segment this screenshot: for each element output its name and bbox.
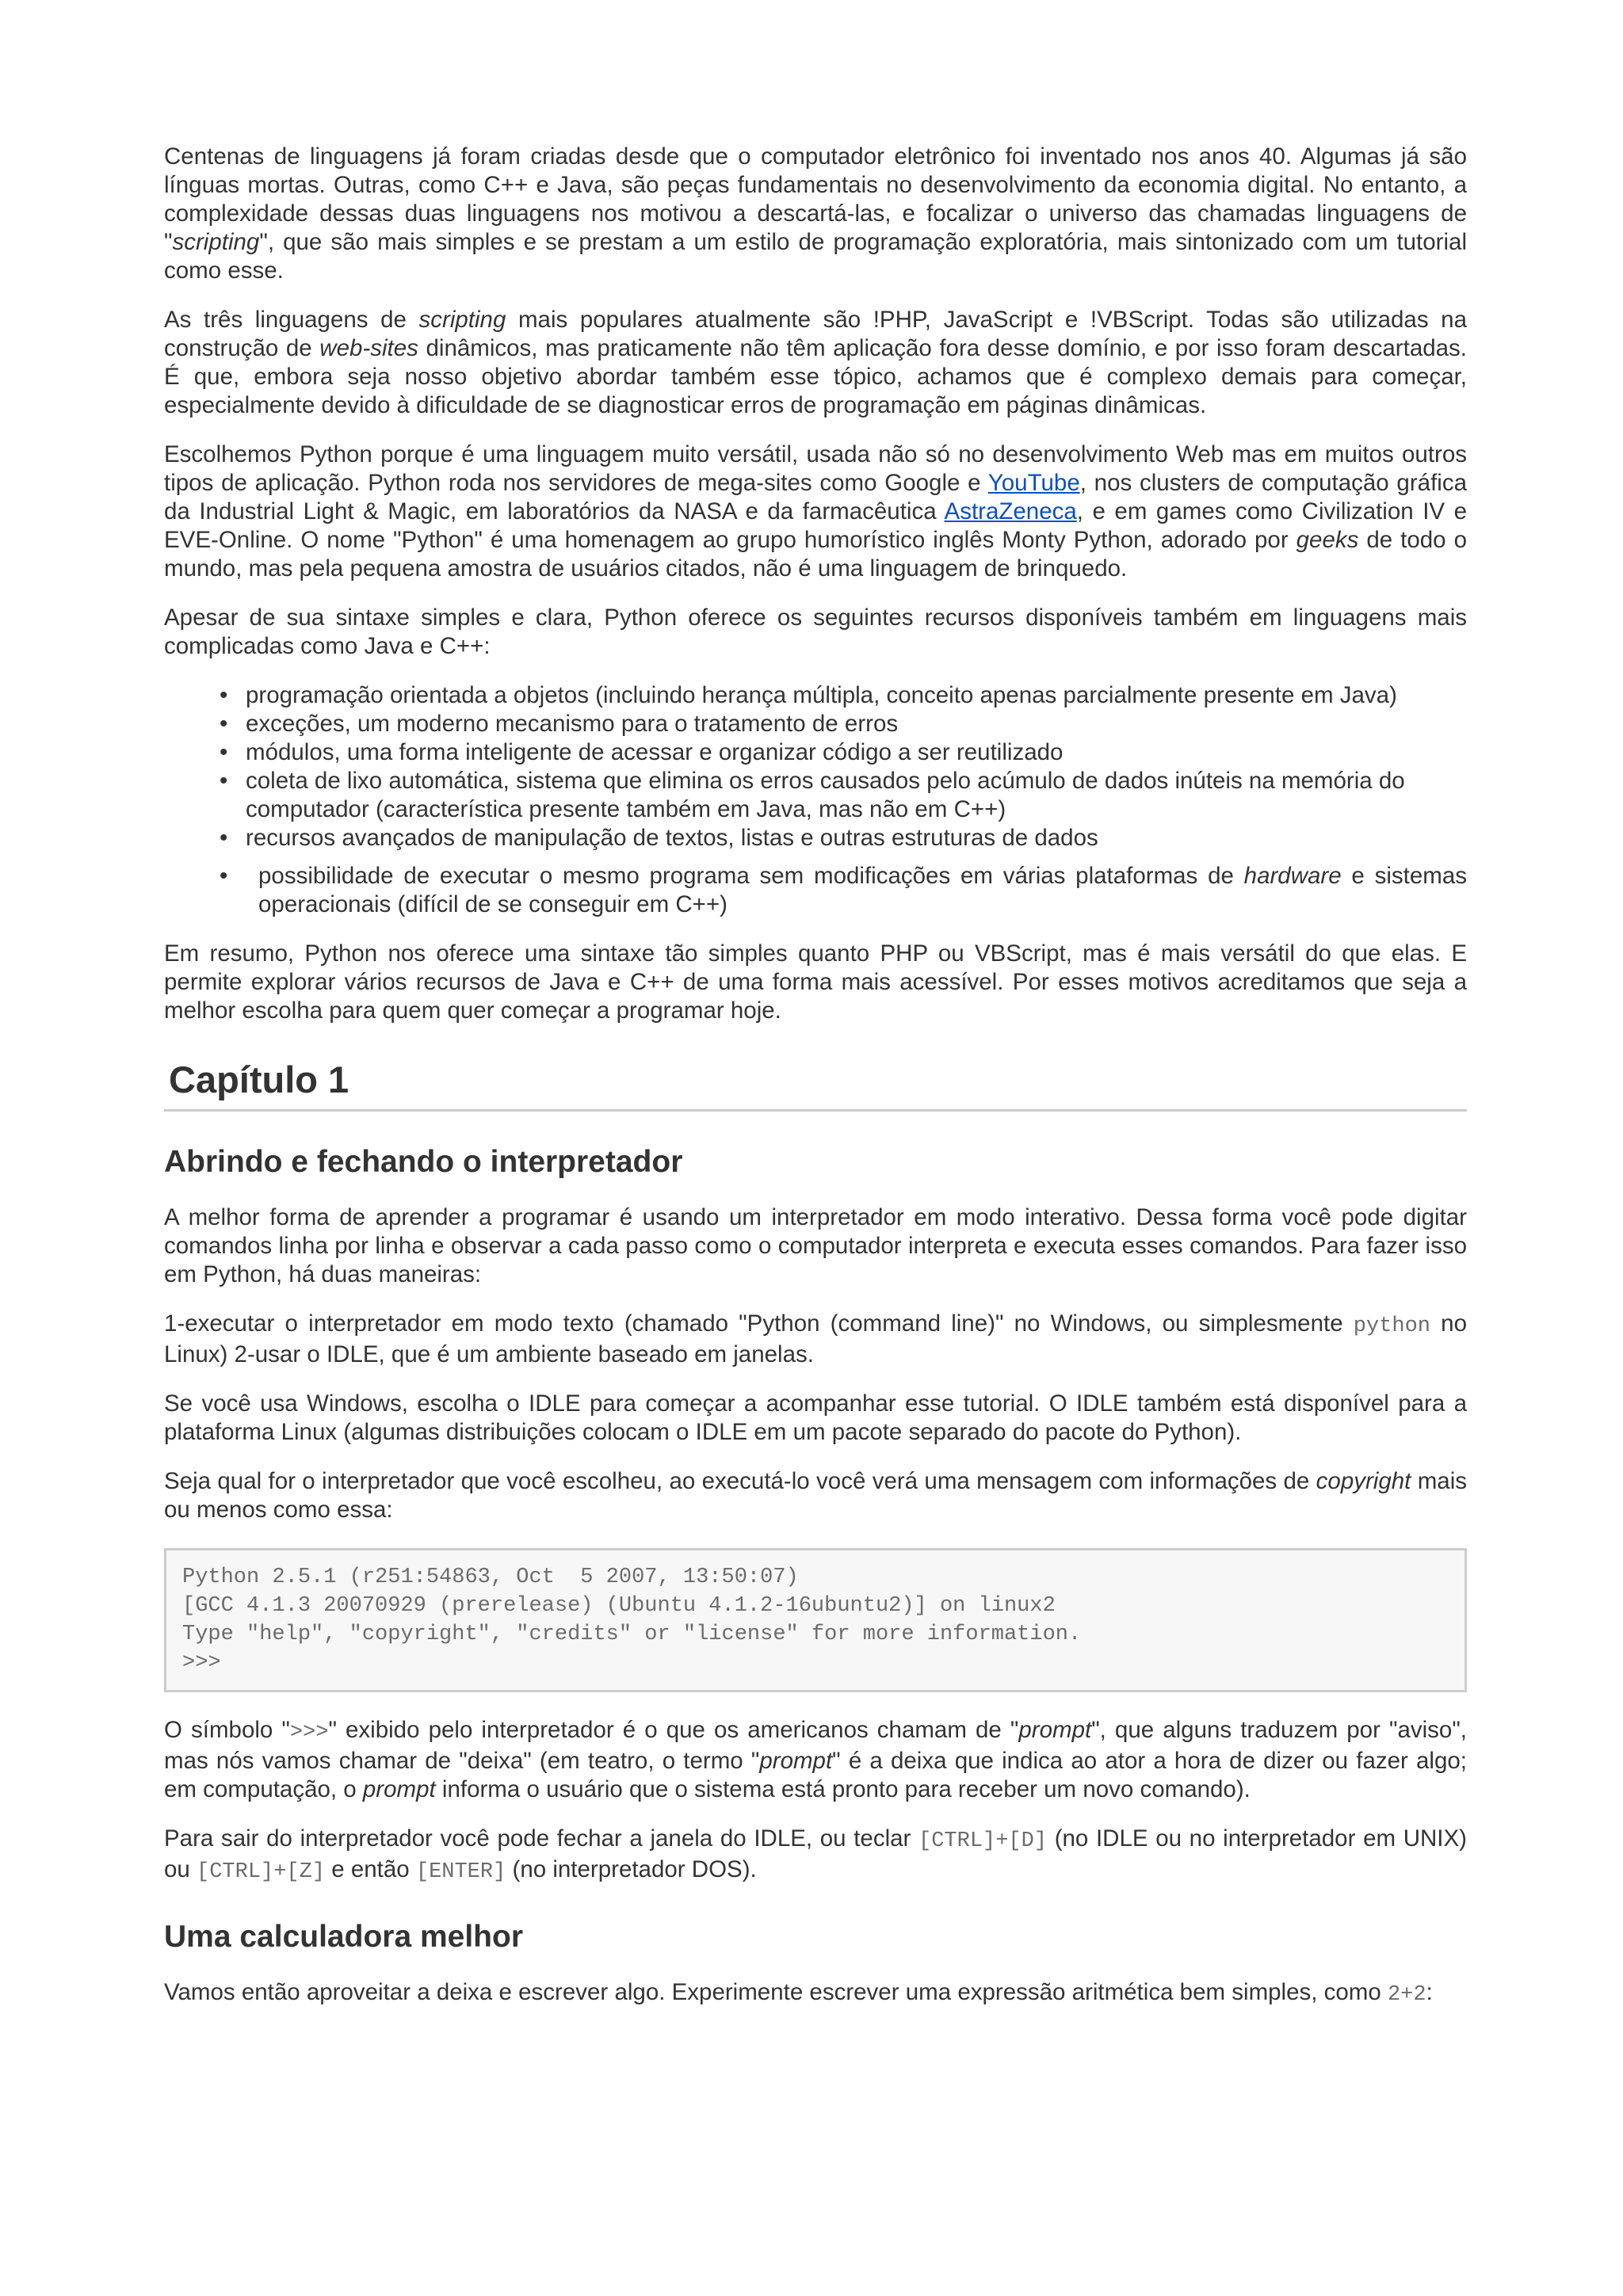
list-item: • coleta de lixo automática, sistema que elimina os erros causados pelo acúmulo de dados inúteis na memória do computador (característica presente também em Java, mas não em C++) [164,767,1467,824]
text: e sistemas operacionais (difícil de se conseguir em C++) [258,863,1467,917]
text: , e em games como Civilization IV e EVE-Online. O nome "Python" é uma homenagem ao grupo humorístico inglês Monty Python, adorado por [164,498,1468,553]
emphasis: prompt [362,1776,436,1802]
inline-code: 2+2 [1387,1983,1426,2007]
section-title-calculator: Uma calculadora melhor [164,1920,523,1954]
section1-paragraph-1: A melhor forma de aprender a programar é usando um interpretador em modo interativo. Dessa forma você pode digitar comandos linha por linha e observar a cada passo como o computador interpreta e executa esses comandos. Para fazer isso em Python, há duas maneiras: [164,1204,1467,1287]
intro-paragraph-5: Em resumo, Python nos oferece uma sintaxe tão simples quanto PHP ou VBScript, mas é mais versátil do que elas. E permite explorar vários recursos de Java e C++ de uma forma mais acessível. Por esses motivos acreditamos que seja a melhor escolha para quem quer começar a programar hoje. [164,940,1467,1024]
section2-paragraph-1 [164,1978,1467,2009]
text: e então [325,1856,416,1882]
text: O símbolo " [164,1717,290,1743]
section1-paragraph-2 [164,1310,1467,1369]
intro-paragraph-3 [164,441,1467,583]
list-item: • programação orientada a objetos (incluindo herança múltipla, conceito apenas parcialmente presente em Java) [164,681,1467,710]
inline-code: [CTRL]+[Z] [197,1860,326,1884]
inline-code: python [1353,1314,1430,1338]
text: (no IDLE ou no interpretador em UNIX) ou [164,1825,1467,1882]
list-item [164,862,1467,919]
text: (no interpretador DOS). [506,1856,757,1882]
text: mais ou menos como essa: [164,1468,1467,1523]
feature-list [164,681,1467,919]
text: mais populares atualmente são !PHP, JavaScript e !VBScript. Todas são utilizadas na construção de [164,307,1467,361]
list-item: • exceções, um moderno mecanismo para o tratamento de erros [164,710,1467,738]
text: Seja qual for o interpretador que você escolheu, ao executá-lo você verá uma mensagem com informações de [164,1468,1316,1494]
text: Para sair do interpretador você pode fechar a janela do IDLE, ou teclar [164,1825,919,1852]
emphasis: scripting [172,229,260,255]
text: ", que são mais simples e se prestam a um estilo de programação exploratória, mais sintonizado com um tutorial como esse. [164,229,1467,284]
code-block: Python 2.5.1 (r251:54863, Oct 5 2007, 13:50:07) [GCC 4.1.3 20070929 (prerelease) (Ubuntu 4.1.2-16ubuntu2)] on linux2 Type "help", "copyright", "credits" or "license" for more information. >>> [164,1548,1467,1692]
inline-code: [CTRL]+[D] [918,1829,1048,1853]
intro-paragraph-2 [164,306,1467,420]
section-title-interpreter: Abrindo e fechando o interpretador [164,1145,683,1179]
text: " exibido pelo interpretador é o que os americanos chamam de " [328,1717,1019,1743]
text: dinâmicos, mas praticamente não têm aplicação fora desse domínio, e por isso foram descartadas. É que, embora seja nosso objetivo abordar também esse tópico, achamos que é complexo demais para começar, especialmente devido à dificuldade de se diagnosticar erros de programação em páginas dinâmicas. [164,335,1467,418]
text: Vamos então aproveitar a deixa e escrever algo. Experimente escrever uma expressão aritmética bem simples, como [164,1979,1388,2005]
document-page [164,143,1467,2030]
emphasis: scripting [418,307,506,333]
section1-paragraph-5 [164,1716,1467,1804]
text: informa o usuário que o sistema está pronto para receber um novo comando). [435,1776,1251,1802]
text: As três linguagens de [164,307,419,333]
list-item: • módulos, uma forma inteligente de acessar e organizar código a ser reutilizado [164,738,1467,767]
emphasis: copyright [1316,1468,1411,1494]
inline-code: >>> [289,1721,329,1745]
text: ", que alguns traduzem por "aviso", mas nós vamos chamar de "deixa" (em teatro, o termo " [164,1717,1467,1774]
text: no Linux) 2-usar o IDLE, que é um ambiente baseado em janelas. [164,1310,1467,1367]
astrazeneca-link[interactable]: AstraZeneca [944,498,1077,524]
text: Escolhemos Python porque é uma linguagem muito versátil, usada não só no desenvolvimento Web mas em muitos outros tipos de aplicação. Python roda nos servidores de mega-sites como Google e [164,441,1467,496]
emphasis: geeks [1296,527,1359,553]
list-item: • recursos avançados de manipulação de textos, listas e outras estruturas de dados [164,824,1467,852]
emphasis: prompt [759,1748,833,1774]
text: de todo o mundo, mas pela pequena amostra de usuários citados, não é uma linguagem de brinquedo. [164,527,1467,582]
emphasis: hardware [1243,863,1342,889]
section1-paragraph-6 [164,1825,1467,1886]
text: : [1426,1979,1433,2005]
section1-paragraph-4 [164,1467,1467,1524]
text: " é a deixa que indica ao ator a hora de dizer ou fazer algo; em computação, o [164,1748,1467,1802]
text: possibilidade de executar o mesmo programa sem modificações em várias plataformas de [258,863,1244,889]
emphasis: prompt [1018,1717,1092,1743]
text: Centenas de linguagens já foram criadas desde que o computador eletrônico foi inventado nos anos 40. Algumas já são línguas mortas. Outras, como C++ e Java, são peças fundamentais no desenvolvimento da economia digital. No entanto, a complexidade dessas duas linguagens nos motivou a descartá-las, e focalizar o universo das chamadas linguagens de " [164,143,1467,255]
intro-paragraph-4: Apesar de sua sintaxe simples e clara, Python oferece os seguintes recursos disponíveis também em linguagens mais complicadas como Java e C++: [164,605,1467,659]
text: 1-executar o interpretador em modo texto (chamado "Python (command line)" no Windows, ou simplesmente [164,1310,1354,1337]
emphasis: web-sites [319,335,418,361]
section1-paragraph-3: Se você usa Windows, escolha o IDLE para começar a acompanhar esse tutorial. O IDLE também está disponível para a plataforma Linux (algumas distribuições colocam o IDLE em um pacote separado do pacote do Python). [164,1390,1467,1445]
inline-code: [ENTER] [415,1860,506,1884]
youtube-link[interactable]: YouTube [987,470,1080,496]
intro-paragraph-1 [164,143,1467,285]
text: , nos clusters de computação gráfica da Industrial Light & Magic, em laboratórios da NASA e da farmacêutica [164,470,1467,524]
chapter-title: Capítulo 1 [164,1057,1467,1112]
